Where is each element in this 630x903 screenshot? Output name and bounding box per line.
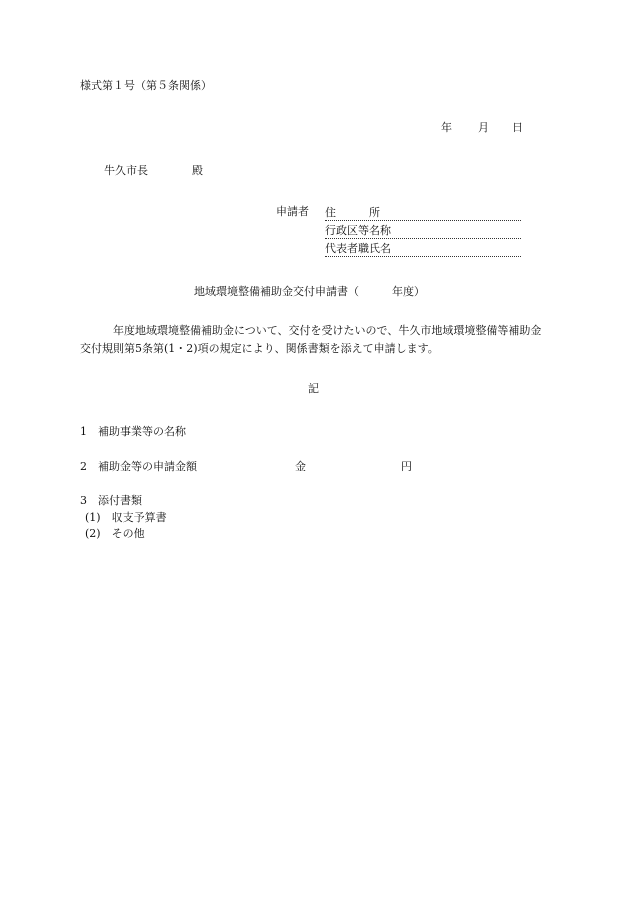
date-month-label: 月	[478, 121, 489, 134]
date-day-label: 日	[512, 121, 523, 134]
body-paragraph: 年度地域環境整備補助金について、交付を受けたいので、牛久市地域環境整備等補助金交付規則第5条第(1・2)項の規定により、関係書類を添えて申請します。	[80, 324, 542, 355]
applicant-district-field[interactable]	[325, 224, 521, 239]
ki-heading: 記	[308, 382, 319, 395]
item-3-sub-2: (2) その他	[85, 527, 145, 540]
applicant-representative-label: 代表者職氏名	[325, 242, 391, 255]
addressee-name: 牛久市長	[104, 164, 148, 177]
document-title: 地域環境整備補助金交付申請書（ 年度）	[194, 285, 425, 298]
applicant-representative-field[interactable]	[325, 242, 521, 257]
applicant-address-field[interactable]	[325, 206, 521, 221]
applicant-district-label: 行政区等名称	[325, 224, 391, 237]
applicant-address-label: 住 所	[325, 206, 380, 219]
item-3-label: 3 添付書類	[80, 494, 142, 507]
item-3-sub-1: (1) 収支予算書	[85, 511, 167, 524]
addressee-honorific: 殿	[192, 164, 203, 177]
applicant-label: 申請者	[276, 205, 309, 218]
item-1-label: 1 補助事業等の名称	[80, 425, 186, 438]
item-2-label: 2 補助金等の申請金額	[80, 460, 197, 473]
item-2-kin: 金	[295, 460, 306, 473]
date-year-label: 年	[441, 121, 452, 134]
item-2-yen: 円	[401, 460, 412, 473]
form-number: 様式第１号（第５条関係）	[80, 79, 212, 92]
